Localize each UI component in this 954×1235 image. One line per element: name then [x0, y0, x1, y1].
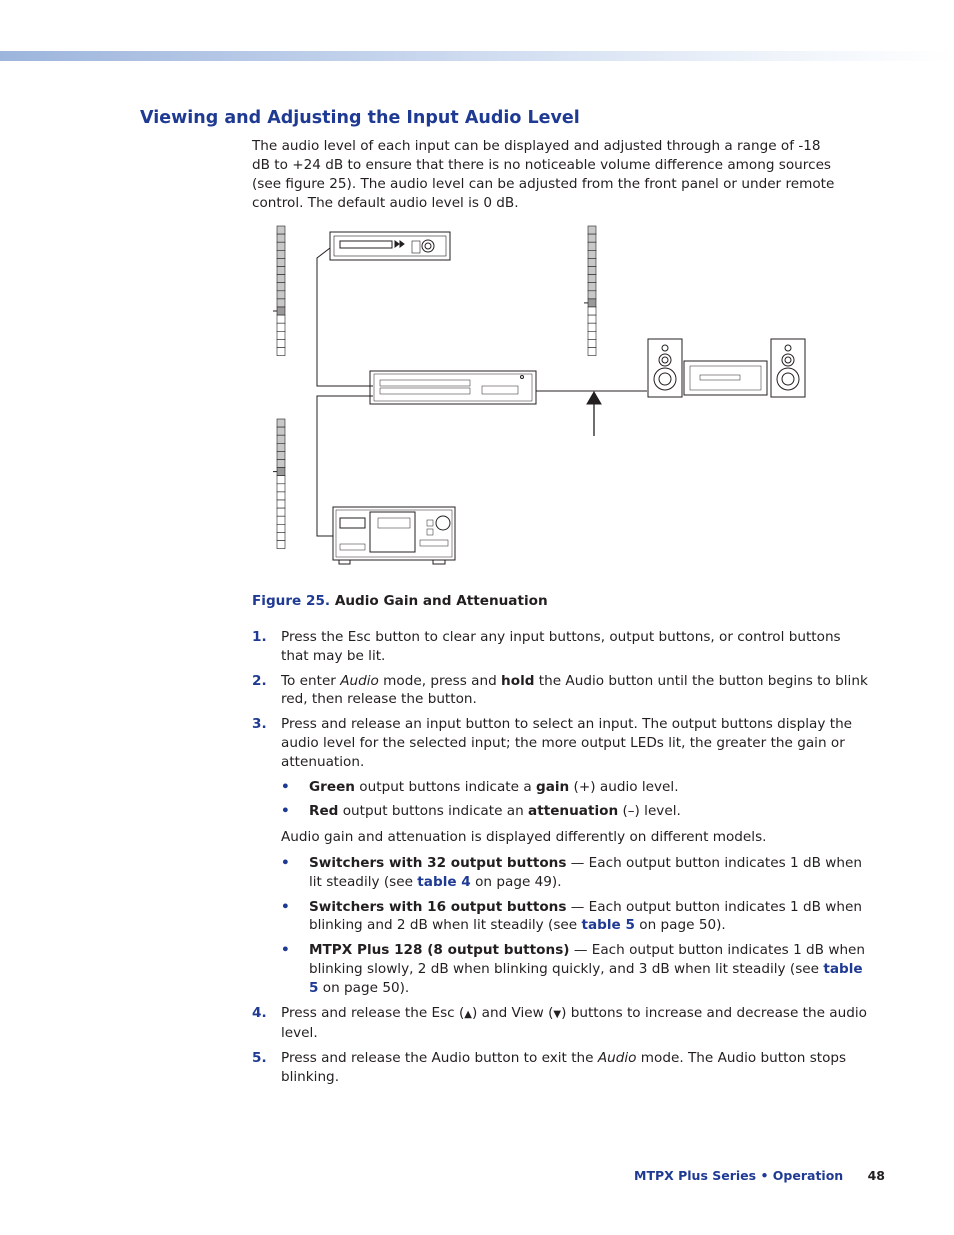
meter-segment — [277, 315, 285, 323]
meter-segment — [277, 307, 285, 315]
bullet-text: — Each output button indicates 1 dB when blinking slowly, 2 dB when blinking quickly, and 3 dB when lit steadily (see — [309, 942, 866, 977]
meter-segment — [277, 267, 285, 275]
figure-caption — [252, 593, 548, 609]
emphasis: attenuation — [528, 803, 619, 820]
step-text: mode. The Audio button stops blinking. — [281, 1050, 847, 1085]
meter-segment — [277, 524, 285, 532]
bullet-text: — Each output button indicates 1 dB when lit steadily (see — [309, 854, 862, 890]
meter-segment — [277, 419, 285, 427]
stereo-system — [648, 339, 805, 397]
step-text: ) buttons to increase and decrease the audio level. — [281, 1004, 867, 1042]
meter-segment — [588, 348, 596, 356]
mode-name: Audio — [340, 672, 379, 689]
emphasis: hold — [501, 672, 535, 689]
bullet-text: on page 50). — [634, 917, 726, 934]
meter-segment — [277, 451, 285, 459]
step-text: Press and release the Audio button to exit the — [281, 1050, 598, 1067]
bullet-item — [281, 778, 870, 797]
step-1 — [252, 628, 870, 666]
header-gradient-bar — [0, 51, 954, 61]
step-text: Press the Esc button to clear any input buttons, output buttons, or control buttons that may be lit. — [281, 629, 841, 664]
table-5-link[interactable]: table 5 — [581, 917, 635, 934]
bullet-text: output buttons indicate an — [338, 803, 529, 820]
meter-segment — [277, 291, 285, 299]
meter-segment — [277, 323, 285, 331]
meter-segment — [588, 331, 596, 339]
meter-segment — [277, 460, 285, 468]
meter-segment — [277, 541, 285, 549]
meter-segment — [277, 435, 285, 443]
meter-segment — [277, 283, 285, 291]
level-meter-left-bottom — [273, 419, 285, 549]
emphasis: MTPX Plus 128 (8 output buttons) — [309, 942, 570, 959]
meter-segment — [588, 275, 596, 283]
mode-name: Audio — [597, 1050, 637, 1067]
intro-paragraph: The audio level of each input can be displayed and adjusted through a range of -18 dB to +24 dB to ensure that there is no noticeable volume difference among sources (see figure 25). The audio level can be adjusted from the front panel or under remote control. The default audio level is 0 dB. — [252, 138, 835, 211]
step-number: 5. — [252, 1050, 267, 1067]
level-meter-right — [584, 226, 596, 356]
meter-segment — [588, 323, 596, 331]
meter-segment — [277, 348, 285, 356]
meter-segment — [277, 234, 285, 242]
step-text: Press and release the Esc ( — [281, 1004, 465, 1021]
step-number: 3. — [252, 716, 267, 733]
step-number: 1. — [252, 629, 267, 645]
bullet-text: (+) audio level. — [569, 778, 679, 795]
audio-gain-diagram — [270, 220, 815, 570]
meter-segment — [588, 234, 596, 242]
emphasis: Green — [309, 778, 355, 795]
meter-segment — [588, 299, 596, 307]
meter-segment — [588, 258, 596, 266]
step-text: mode, press and — [378, 672, 502, 689]
meter-segment — [588, 242, 596, 250]
bullet-item — [281, 854, 870, 892]
footer-label: MTPX Plus Series • Operation — [634, 1168, 844, 1183]
meter-segment — [588, 339, 596, 347]
bullet-item — [281, 898, 870, 936]
meter-segment — [588, 315, 596, 323]
bullet-item — [281, 941, 870, 997]
bullet-marker: • — [281, 803, 290, 820]
emphasis: Switchers with 32 output buttons — [309, 854, 567, 871]
page-number: 48 — [867, 1168, 885, 1183]
meter-segment — [277, 532, 285, 540]
step-text: Press and release an input button to select an input. The output buttons display the audio level for the selected input; the more output LEDs lit, the greater the gain or attenuation. — [281, 716, 853, 770]
step-text: the Audio button until the button begins to blink red, then release the button. — [281, 672, 868, 708]
step-number: 4. — [252, 1004, 267, 1021]
meter-segment — [277, 468, 285, 476]
meter-segment — [588, 283, 596, 291]
meter-segment — [277, 258, 285, 266]
section-heading: Viewing and Adjusting the Input Audio Level — [140, 108, 580, 128]
meter-segment — [277, 339, 285, 347]
emphasis: Red — [309, 803, 339, 820]
meter-segment — [588, 226, 596, 234]
audio-gain-figure — [270, 220, 815, 570]
bullet-marker: • — [281, 778, 290, 795]
meter-segment — [277, 275, 285, 283]
step-3 — [252, 715, 870, 997]
emphasis: gain — [535, 778, 570, 795]
table-4-link[interactable]: table 4 — [417, 873, 471, 890]
meter-segment — [277, 427, 285, 435]
step-2 — [252, 672, 870, 710]
cd-changer — [333, 507, 455, 564]
meter-segment — [588, 307, 596, 315]
meter-segment — [277, 242, 285, 250]
meter-segment — [277, 443, 285, 451]
step-4 — [252, 1004, 870, 1044]
meter-segment — [277, 331, 285, 339]
meter-segment — [277, 226, 285, 234]
meter-segment — [277, 250, 285, 258]
meter-segment — [277, 299, 285, 307]
meter-segment — [277, 500, 285, 508]
meter-segment — [277, 484, 285, 492]
meter-segment — [588, 291, 596, 299]
bullet-text: (–) level. — [618, 803, 681, 820]
bullet-item — [281, 802, 870, 821]
step-note: Audio gain and attenuation is displayed differently on different models. — [281, 829, 767, 846]
meter-segment — [277, 492, 285, 500]
meter-segment — [277, 476, 285, 484]
step-5 — [252, 1049, 870, 1087]
bullet-text: on page 50). — [318, 979, 410, 996]
meter-segment — [277, 508, 285, 516]
emphasis: Switchers with 16 output buttons — [309, 898, 567, 915]
mtpx-switcher — [370, 371, 536, 404]
meter-segment — [588, 267, 596, 275]
figure-title: Audio Gain and Attenuation — [334, 593, 548, 609]
down-arrow-icon: ▼ — [553, 1008, 562, 1020]
step-number: 2. — [252, 672, 267, 689]
level-meter-left-top — [273, 226, 285, 356]
figure-number: Figure 25. — [252, 593, 331, 609]
bullet-text: output buttons indicate a — [354, 778, 536, 795]
table-5-link[interactable]: table 5 — [309, 960, 863, 996]
meter-segment — [588, 250, 596, 258]
bullet-text: — Each output button indicates 1 dB when blinking and 2 dB when lit steadily (see — [309, 898, 862, 934]
page-footer — [634, 1168, 885, 1183]
bullet-marker: • — [281, 942, 290, 959]
step-text: ) and View ( — [472, 1004, 554, 1021]
meter-segment — [277, 516, 285, 524]
bullet-text: on page 49). — [470, 873, 562, 890]
bullet-marker: • — [281, 898, 290, 915]
procedure-steps — [252, 628, 870, 1093]
bullet-marker: • — [281, 854, 290, 871]
vcr-device — [330, 232, 450, 260]
step-text: To enter — [281, 672, 341, 689]
up-arrow-icon: ▲ — [464, 1008, 472, 1020]
